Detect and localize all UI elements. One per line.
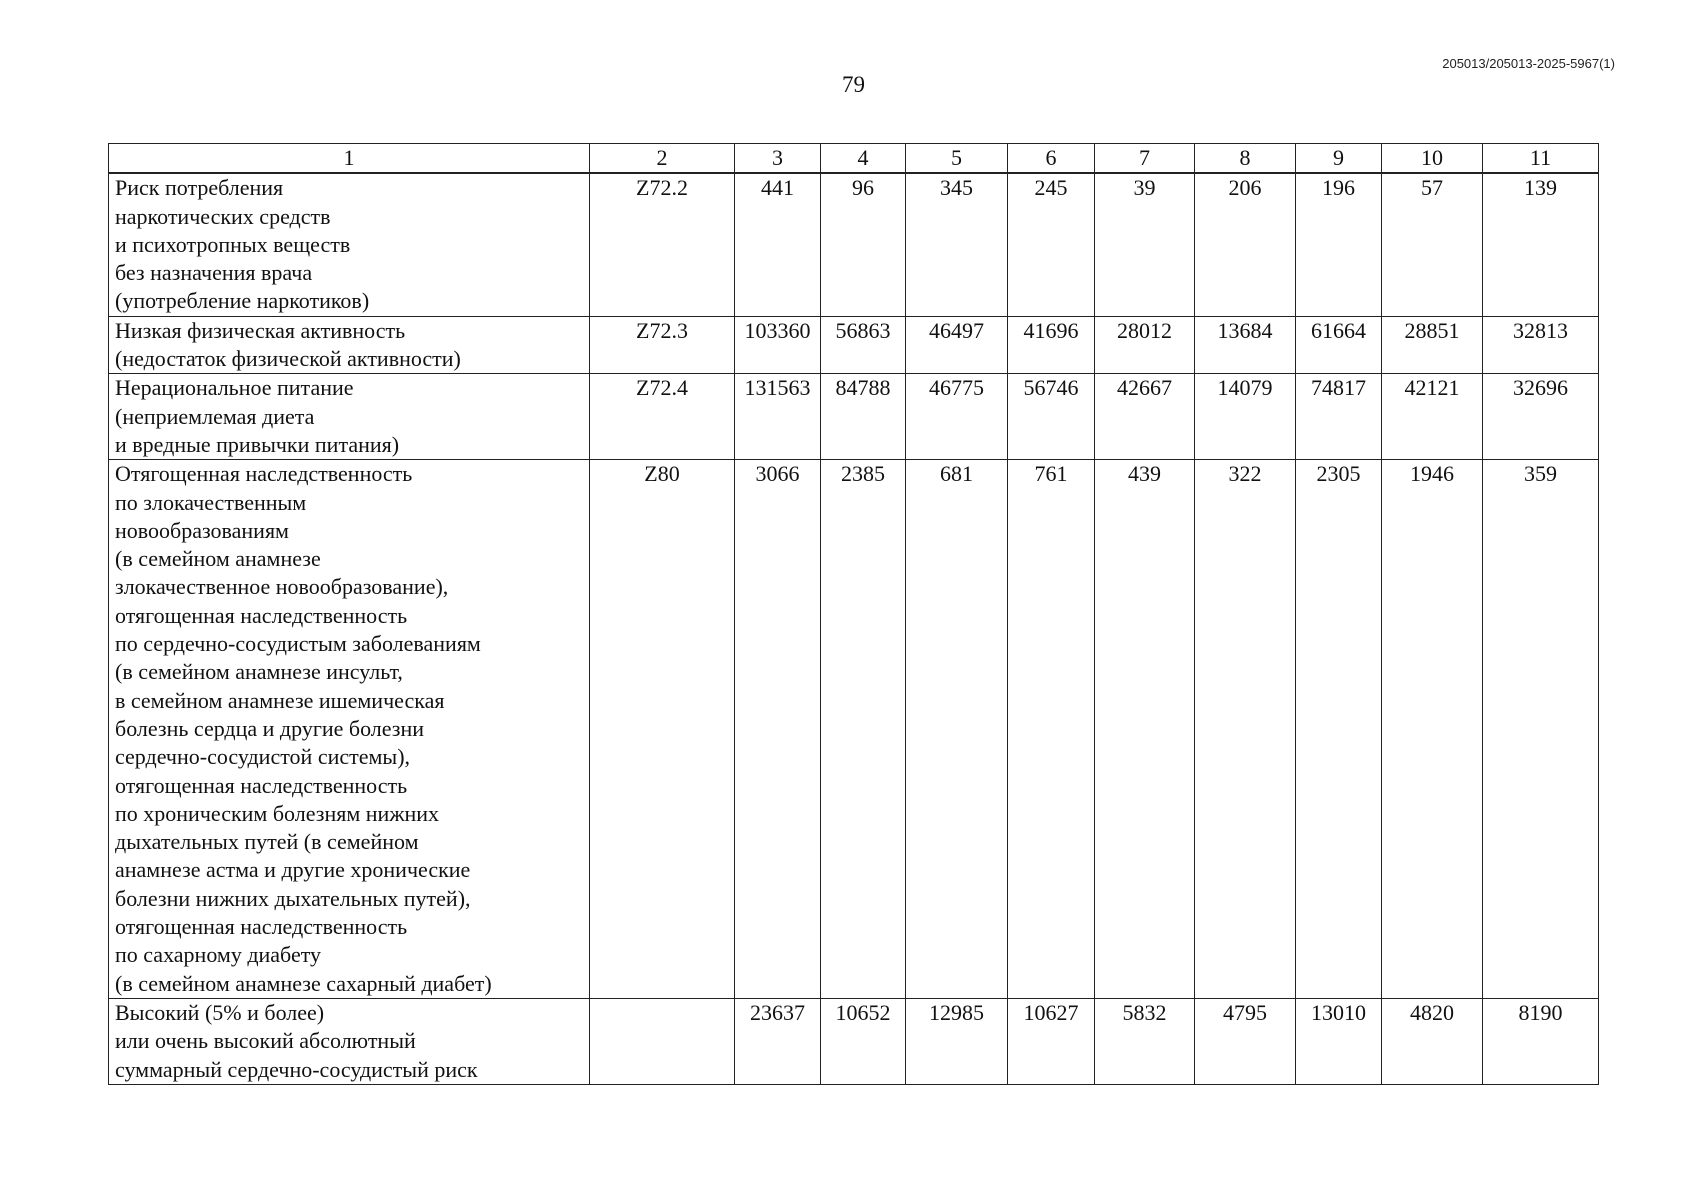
table-cell: 84788 [821, 374, 906, 460]
column-header: 11 [1483, 144, 1599, 174]
column-header: 2 [590, 144, 735, 174]
icd-code [590, 998, 735, 1084]
column-header: 10 [1382, 144, 1483, 174]
table-cell: 57 [1382, 173, 1483, 316]
table-cell: 103360 [735, 316, 821, 374]
table-cell: 245 [1008, 173, 1095, 316]
risk-factor-name: Нерациональное питание (неприемлемая диета и вредные привычки питания) [109, 374, 590, 460]
table-cell: 3066 [735, 460, 821, 999]
table-cell: 46775 [906, 374, 1008, 460]
table-cell: 8190 [1483, 998, 1599, 1084]
table-cell: 359 [1483, 460, 1599, 999]
table-cell: 42667 [1095, 374, 1195, 460]
table-cell: 322 [1195, 460, 1296, 999]
table-cell: 13684 [1195, 316, 1296, 374]
table-cell: 345 [906, 173, 1008, 316]
column-header: 8 [1195, 144, 1296, 174]
risk-factor-name: Низкая физическая активность (недостаток физической активности) [109, 316, 590, 374]
table-cell: 46497 [906, 316, 1008, 374]
table-cell: 4820 [1382, 998, 1483, 1084]
column-header: 9 [1296, 144, 1382, 174]
table-row [109, 173, 1599, 316]
table-cell: 13010 [1296, 998, 1382, 1084]
table-cell: 206 [1195, 173, 1296, 316]
table-row [109, 374, 1599, 460]
table-cell: 96 [821, 173, 906, 316]
table-cell: 1946 [1382, 460, 1483, 999]
table-cell: 42121 [1382, 374, 1483, 460]
table-cell: 681 [906, 460, 1008, 999]
table-cell: 39 [1095, 173, 1195, 316]
table-cell: 12985 [906, 998, 1008, 1084]
table-cell: 2305 [1296, 460, 1382, 999]
table-cell: 28012 [1095, 316, 1195, 374]
page-number: 79 [842, 72, 865, 97]
table-cell: 441 [735, 173, 821, 316]
table-cell: 10627 [1008, 998, 1095, 1084]
column-header: 1 [109, 144, 590, 174]
table-cell: 28851 [1382, 316, 1483, 374]
table-cell: 439 [1095, 460, 1195, 999]
table-cell: 32813 [1483, 316, 1599, 374]
table-row [109, 460, 1599, 999]
table-cell: 2385 [821, 460, 906, 999]
column-header: 4 [821, 144, 906, 174]
statistics-table [108, 143, 1599, 1085]
table-cell: 10652 [821, 998, 906, 1084]
column-header: 5 [906, 144, 1008, 174]
table-cell: 56746 [1008, 374, 1095, 460]
table-cell: 4795 [1195, 998, 1296, 1084]
table-row [109, 316, 1599, 374]
risk-factor-name: Риск потребления наркотических средств и психотропных веществ без назначения врача (употребление наркотиков) [109, 173, 590, 316]
column-header: 6 [1008, 144, 1095, 174]
icd-code: Z72.4 [590, 374, 735, 460]
table-cell: 131563 [735, 374, 821, 460]
column-header: 3 [735, 144, 821, 174]
risk-factor-name: Высокий (5% и более) или очень высокий абсолютный суммарный сердечно-сосудистый риск [109, 998, 590, 1084]
table-cell: 23637 [735, 998, 821, 1084]
table-cell: 139 [1483, 173, 1599, 316]
table-header-row [109, 144, 1599, 174]
icd-code: Z72.2 [590, 173, 735, 316]
icd-code: Z72.3 [590, 316, 735, 374]
document-id: 205013/205013-2025-5967(1) [1442, 56, 1615, 71]
table-cell: 5832 [1095, 998, 1195, 1084]
table-row [109, 998, 1599, 1084]
table-cell: 56863 [821, 316, 906, 374]
table-cell: 14079 [1195, 374, 1296, 460]
table-cell: 196 [1296, 173, 1382, 316]
table-cell: 74817 [1296, 374, 1382, 460]
table-cell: 61664 [1296, 316, 1382, 374]
icd-code: Z80 [590, 460, 735, 999]
column-header: 7 [1095, 144, 1195, 174]
risk-factor-name: Отягощенная наследственность по злокачественным новообразованиям (в семейном анамнезе злокачественное новообразование), отягощенная наследственность по сердечно-сосудистым заболеваниям (в семейном анамнезе инсульт, в семейном анамнезе ишемическая болезнь сердца и другие болезни сердечно-сосудистой системы), отягощенная наследственность по хроническим болезням нижних дыхательных путей (в семейном анамнезе астма и другие хронические болезни нижних дыхательных путей), отягощенная наследственность по сахарному диабету (в семейном анамнезе сахарный диабет) [109, 460, 590, 999]
table-cell: 41696 [1008, 316, 1095, 374]
table-cell: 761 [1008, 460, 1095, 999]
table-cell: 32696 [1483, 374, 1599, 460]
